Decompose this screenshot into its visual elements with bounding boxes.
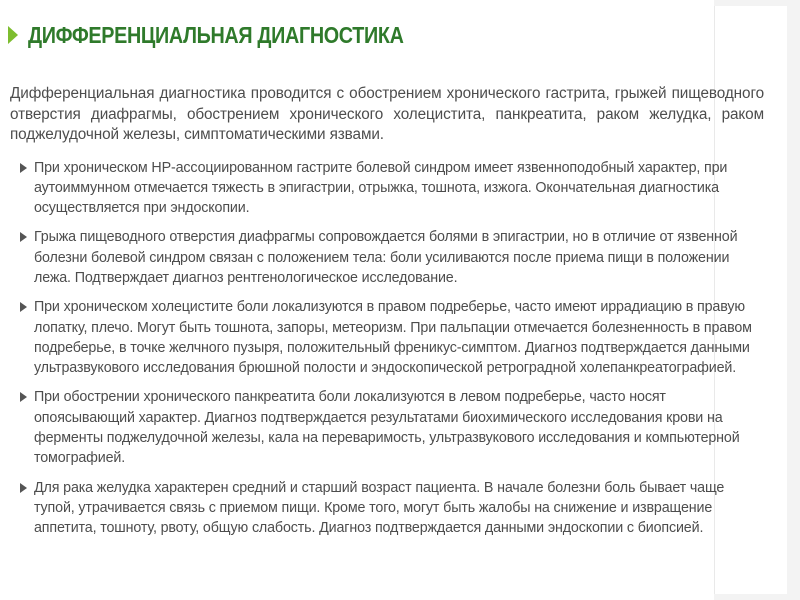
title-row — [8, 18, 465, 52]
bullet-triangle-icon — [20, 302, 27, 312]
list-item — [10, 478, 764, 539]
bullet-triangle-icon — [20, 232, 27, 242]
bullet-list — [10, 158, 764, 539]
list-item-text: Грыжа пищеводного отверстия диафрагмы сопровождается болями в эпигастрии, но в отличие от язвенной болезни болевой синдром связан с положением тела: боли усиливаются после приема пищи в положении лежа. Подтверждает диагноз рентгенологическое исследование. — [34, 229, 738, 286]
bullet-triangle-icon — [20, 483, 27, 493]
list-item-text: Для рака желудка характерен средний и старший возраст пациента. В начале болезни боль бывает чаще тупой, утрачивается связь с приемом пищи. Кроме того, могут быть жалобы на снижение и извращение аппетита, тошноту, рвоту, общую слабость. Диагноз подтверждается данными эндоскопии с биопсией. — [34, 479, 725, 537]
intro-paragraph: Дифференциальная диагностика проводится с обострением хронического гастрита, грыжей пищеводного отверстия диафрагмы, обострением хронического холецистита, панкреатита, раком желудка, раком поджелудочной железы, симптоматическими язвами. — [10, 85, 764, 143]
play-triangle-icon — [8, 26, 18, 44]
list-item — [10, 227, 764, 288]
list-item — [10, 297, 764, 378]
page-title: ДИФФЕРЕНЦИАЛЬНАЯ ДИАГНОСТИКА — [28, 21, 404, 48]
list-item-text: При обострении хронического панкреатита боли локализуются в левом подреберье, часто носят опоясывающий характер. Диагноз подтверждается результатами биохимического исследования крови на ферменты поджелудочной железы, кала на переваримость, ультразвукового исследования и компьютерной томографией. — [34, 389, 740, 467]
content-body — [10, 84, 764, 548]
bullet-triangle-icon — [20, 392, 27, 402]
list-item — [10, 387, 764, 468]
list-item-text: При хроническом холецистите боли локализуются в правом подреберье, часто имеют иррадиацию в правую лопатку, плечо. Могут быть тошнота, запоры, метеоризм. При пальпации отмечается болезненность в правом подреберье, в точке желчного пузыря, положительный френикус-симптом. Диагноз подтверждается данными ультразвукового исследования брюшной полости и эндоскопической ретроградной холепанкреатографией. — [34, 299, 752, 377]
bullet-triangle-icon — [20, 163, 27, 173]
list-item-text: При хроническом НР-ассоциированном гастрите болевой синдром имеет язвенноподобный характер, при аутоиммунном отмечается тяжесть в эпигастрии, отрыжка, тошнота, изжога. Окончательная диагностика осуществляется при эндоскопии. — [34, 159, 728, 217]
list-item — [10, 158, 764, 219]
